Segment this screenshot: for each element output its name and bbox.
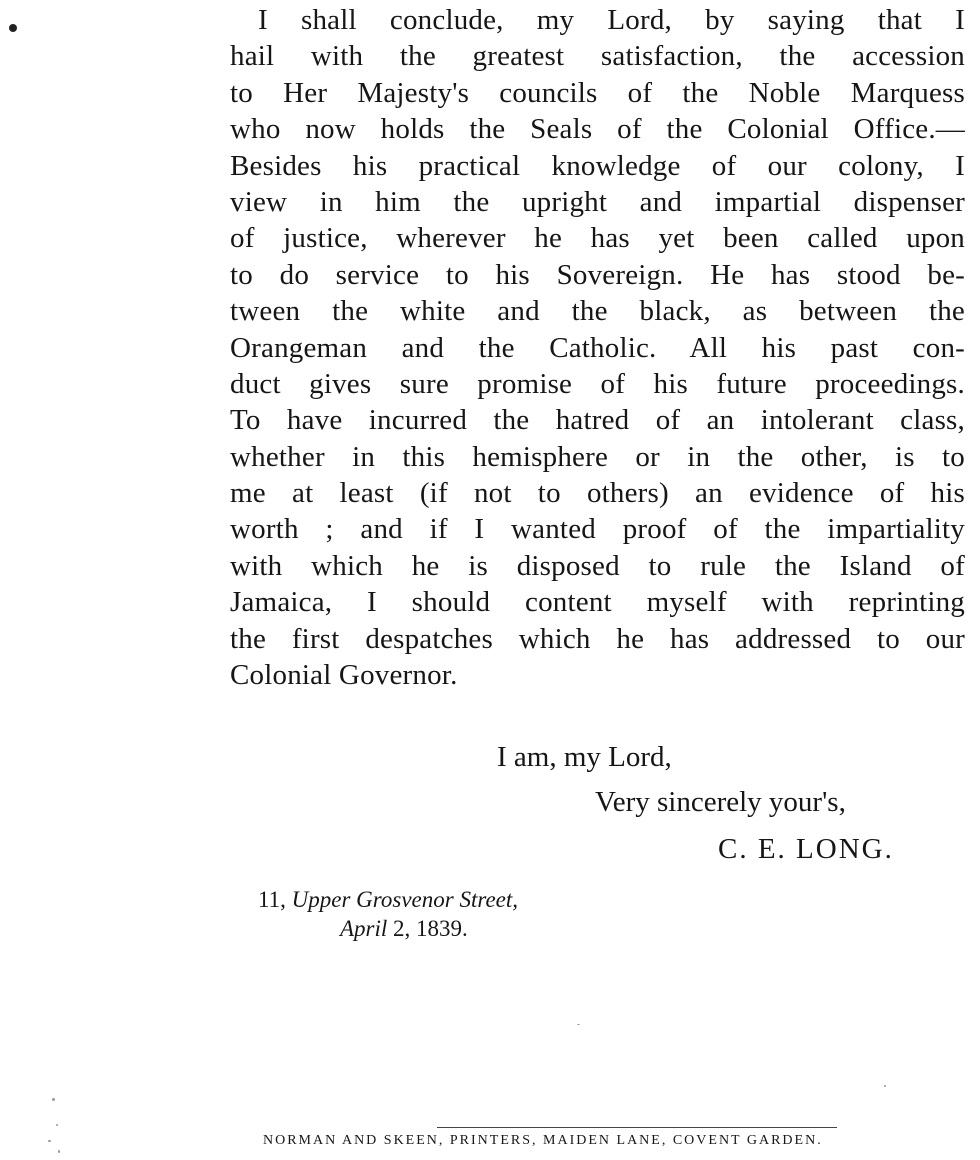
letter-line: tween the white and the black, as between the (230, 295, 965, 328)
letter-line: me at least (if not to others) an evidence of his (230, 477, 965, 510)
letter-body (230, 2, 965, 693)
margin-speckle (884, 1085, 886, 1087)
letter-line: to do service to his Sovereign. He has stood be- (230, 258, 965, 291)
margin-speckle (52, 1098, 55, 1101)
letter-line: hail with the greatest satisfaction, the accession (230, 40, 965, 73)
letter-line: Colonial Governor. (230, 659, 458, 692)
imprint-rule (437, 1127, 837, 1128)
signature: C. E. LONG. (718, 833, 894, 865)
letter-line: duct gives sure promise of his future proceedings. (230, 367, 965, 400)
letter-line: I shall conclude, my Lord, by saying that I (258, 4, 965, 36)
printer-imprint: NORMAN AND SKEEN, PRINTERS, MAIDEN LANE, COVENT GARDEN. (263, 1133, 823, 1148)
letter-line: Besides his practical knowledge of our colony, I (230, 149, 965, 182)
letter-line: who now holds the Seals of the Colonial Office.— (230, 113, 965, 146)
letter-line: whether in this hemisphere or in the other, is to (230, 440, 965, 473)
letter-line: to Her Majesty's councils of the Noble Marquess (230, 76, 965, 109)
address-month: April (340, 916, 388, 941)
letter-line: of justice, wherever he has yet been called upon (230, 222, 965, 255)
letter-line: the first despatches which he has addressed to our (230, 622, 965, 655)
address-number: 11, (258, 887, 286, 912)
margin-ink-dot (9, 24, 17, 32)
margin-speckle (48, 1140, 51, 1142)
address-date: 2, 1839. (393, 916, 468, 941)
address-street: Upper Grosvenor Street, (291, 887, 518, 912)
letter-line: worth ; and if I wanted proof of the impartiality (230, 513, 965, 546)
margin-speckle (58, 1150, 60, 1153)
salutation: I am, my Lord, (497, 741, 672, 773)
margin-speckle (577, 1024, 580, 1025)
address-street-line (258, 887, 518, 913)
letter-line: To have incurred the hatred of an intolerant class, (230, 404, 965, 437)
letter-line: Orangeman and the Catholic. All his past con- (230, 331, 965, 364)
valediction: Very sincerely your's, (595, 786, 846, 818)
letter-line: Jamaica, I should content myself with reprinting (230, 586, 965, 619)
letter-line: with which he is disposed to rule the Island of (230, 549, 965, 582)
address-date-line (340, 916, 468, 942)
margin-speckle (56, 1124, 58, 1126)
letter-line: view in him the upright and impartial dispenser (230, 185, 965, 218)
